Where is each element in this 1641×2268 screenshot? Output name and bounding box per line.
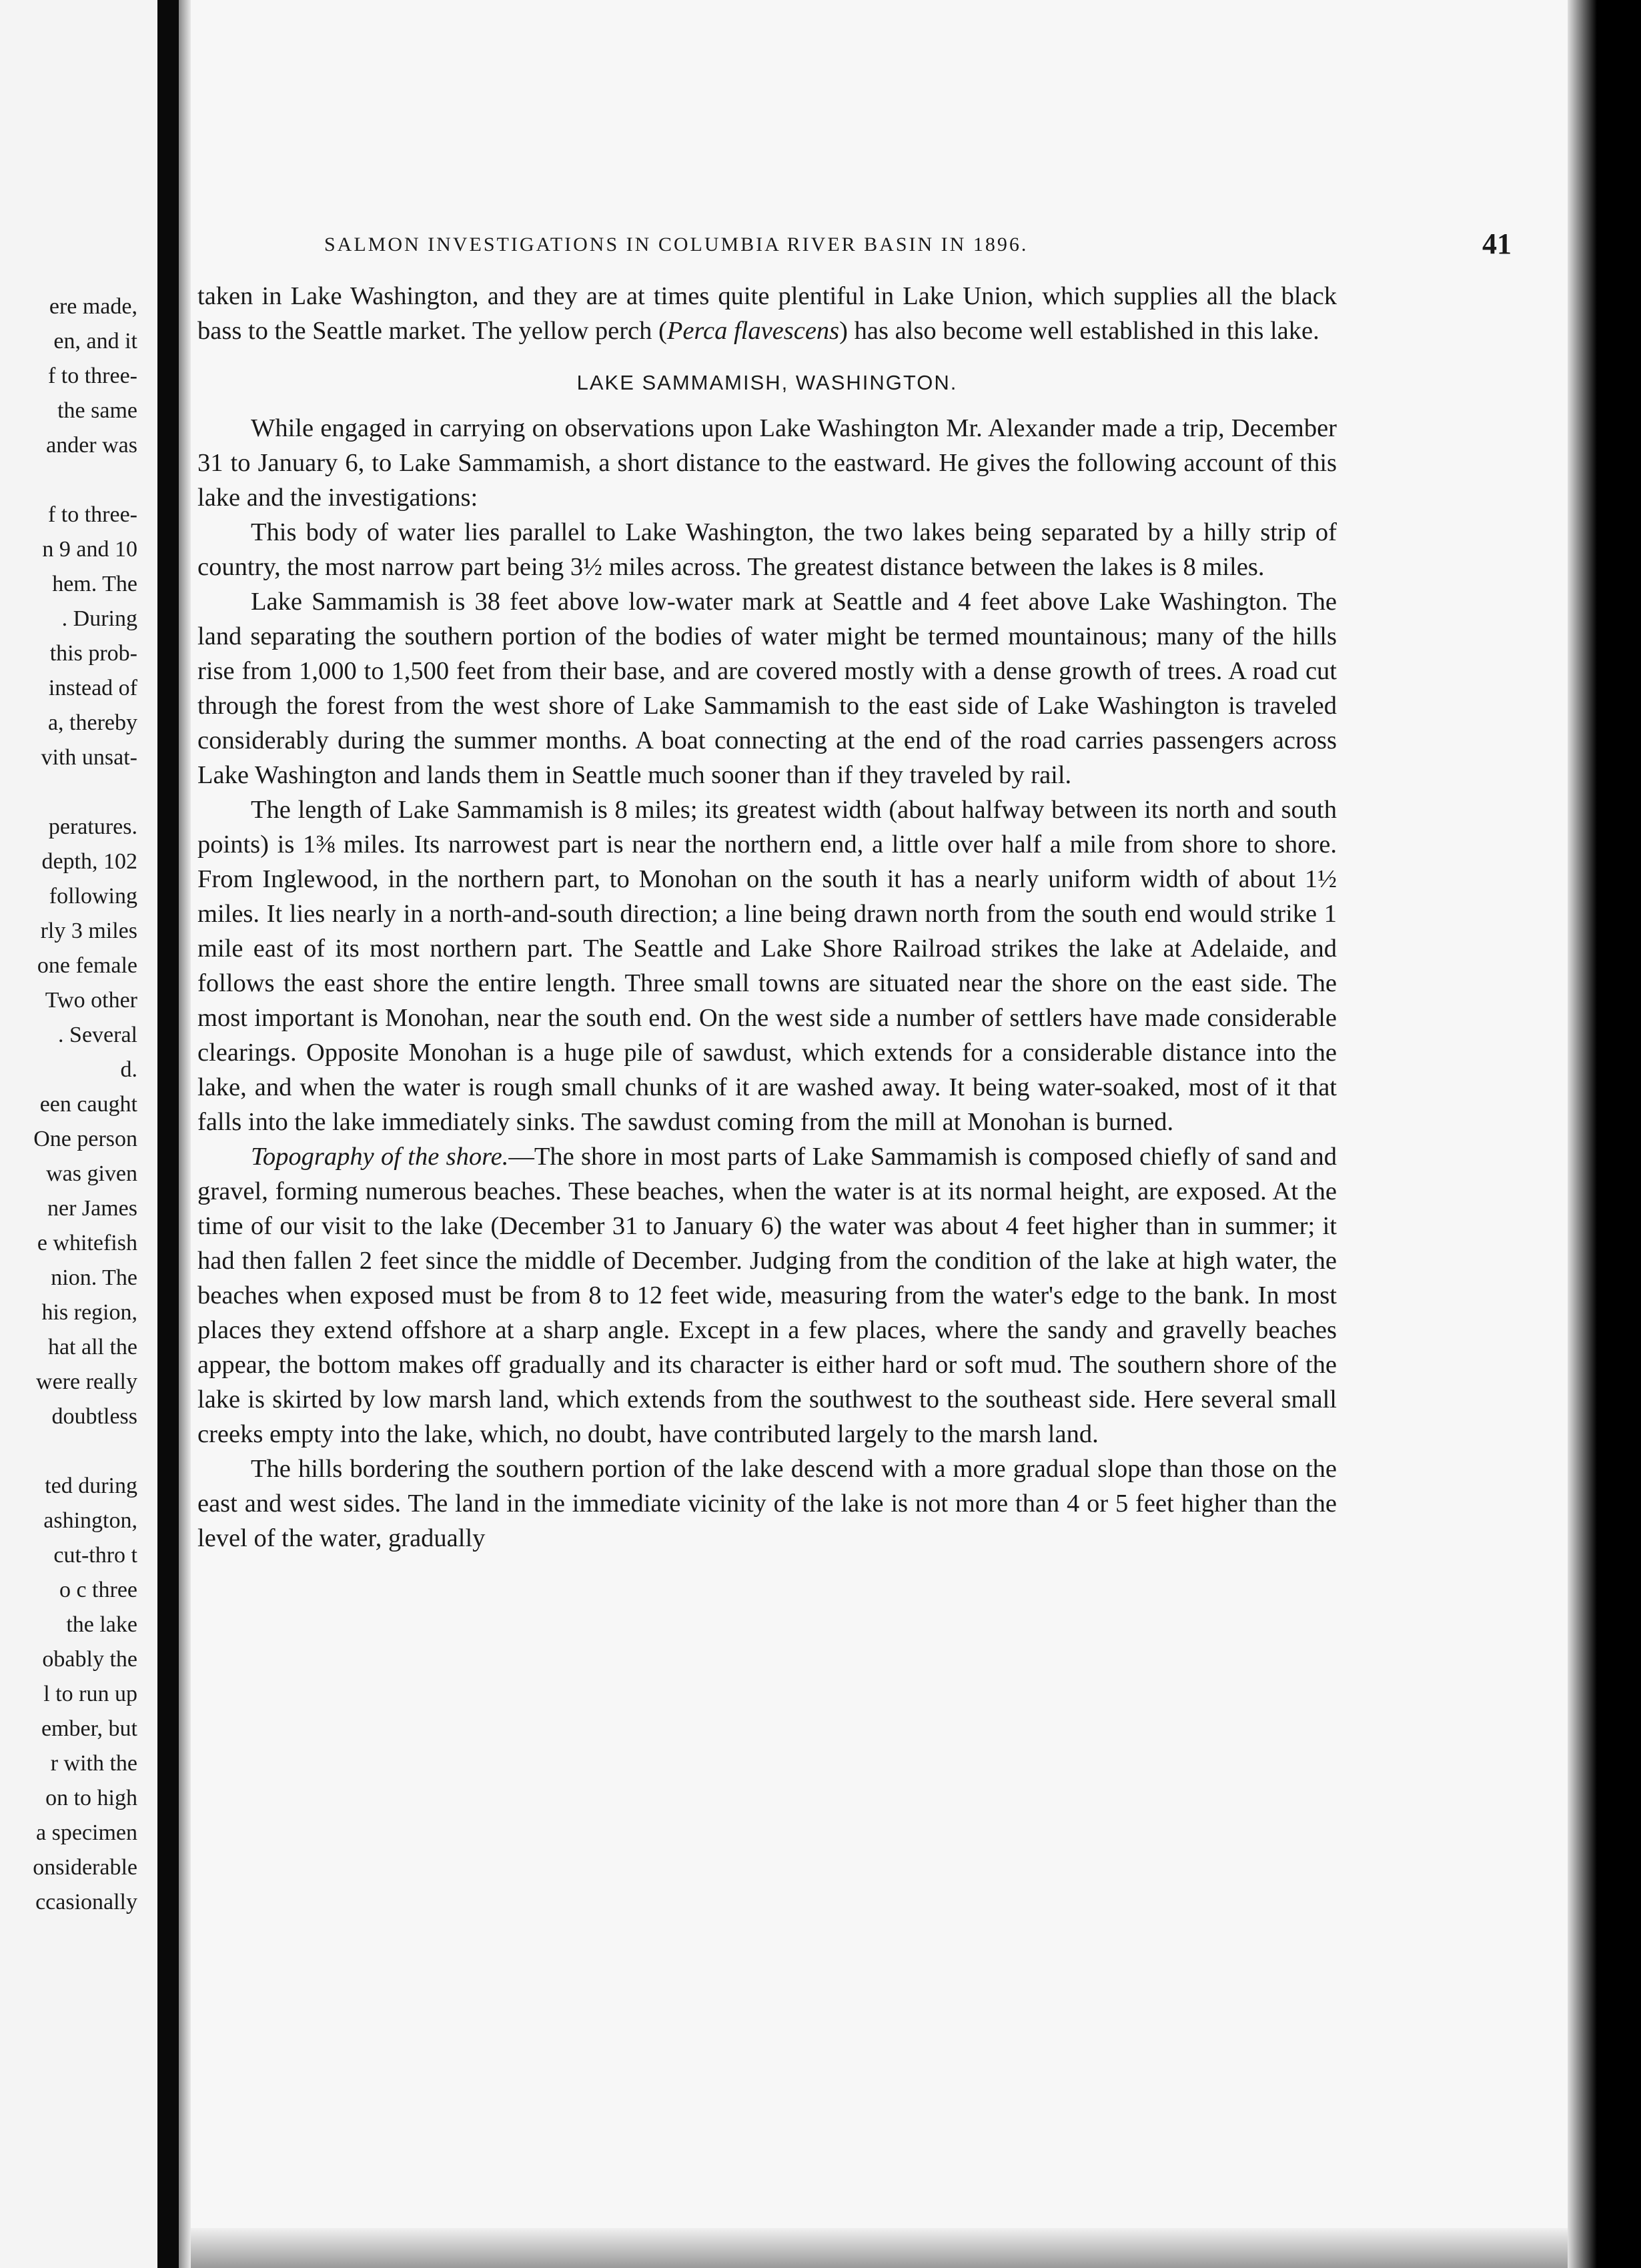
facing-page-line: . Several xyxy=(58,1023,137,1047)
facing-page-line: ner James xyxy=(47,1196,137,1221)
subsection-lead: Topography of the shore. xyxy=(251,1143,509,1171)
facing-page-line: peratures. xyxy=(48,814,137,839)
facing-page-line: a specimen xyxy=(36,1820,137,1845)
facing-page-line: ccasionally xyxy=(35,1890,137,1914)
text-run: taken in Lake Washington, and they are at times quite plentiful in Lake Union, which supplies all the black bass to the Seattle market. The yellow perch ( xyxy=(197,282,1337,345)
facing-page-line: depth, 102 xyxy=(41,849,137,874)
page-header xyxy=(324,227,1512,267)
facing-page-line: r with the xyxy=(50,1751,137,1776)
facing-page-line: ere made, xyxy=(49,294,137,319)
facing-page-line: the same xyxy=(57,398,137,423)
facing-page-line: obably the xyxy=(42,1647,137,1672)
facing-page-line: hem. The xyxy=(52,572,137,596)
italic-species-name: Perca flavescens xyxy=(666,317,840,345)
facing-page-line: a, thereby xyxy=(47,710,137,735)
text-run: —The shore in most parts of Lake Sammamish is composed chiefly of sand and gravel, forming numerous beaches. These beaches, when the water is at its normal height, are exposed. At the time of our visit to the lake (December 31 to January 6) the water was about 4 feet higher than in summer; it had then fallen 2 feet since the middle of December. Judging from the condition of the lake at high water, the beaches when exposed must be from 8 to 12 feet wide, measuring from the water's edge to the bank. In most places they extend offshore at a sharp angle. Except in a few places, where the sandy and gravelly beaches appear, the bottom makes off gradually and its character is either hard or soft mud. The southern shore of the lake is skirted by low marsh land, which extends from the southwest to the southeast side. Here several small creeks empty into the lake, which, no doubt, have contributed largely to the marsh land. xyxy=(197,1143,1337,1448)
facing-page-line: his region, xyxy=(41,1300,137,1325)
facing-page-line: one female xyxy=(37,953,137,978)
facing-page-line: nion. The xyxy=(51,1265,137,1290)
paragraph: Lake Sammamish is 38 feet above low-water mark at Seattle and 4 feet above Lake Washington. The land separating the southern portion of the bodies of water might be termed mountainous; many of the hills rise from 1,000 to 1,500 feet from their base, and are covered mostly with a dense growth of trees. A road cut through the forest from the west shore of Lake Sammamish to the east side of Lake Washington is traveled considerably during the summer months. A boat connecting at the end of the road carries passengers across Lake Washington and lands them in Seattle much sooner than if they traveled by rail. xyxy=(197,588,1337,789)
facing-page-line: Two other xyxy=(45,988,137,1013)
right-page-edge xyxy=(1568,0,1641,2268)
facing-page-line: ember, but xyxy=(41,1716,137,1741)
facing-page-line: ted during xyxy=(45,1474,137,1498)
paragraph: This body of water lies parallel to Lake Washington, the two lakes being separated by a hilly strip of country, the most narrow part being 3½ miles across. The greatest distance between the lakes is 8 miles. xyxy=(197,518,1337,581)
facing-page-line: f to three- xyxy=(47,502,137,527)
facing-page-line: following xyxy=(49,884,137,909)
facing-page-line: One person xyxy=(33,1127,137,1151)
facing-page-line: e whitefish xyxy=(37,1231,137,1255)
facing-page-line: hat all the xyxy=(47,1335,137,1359)
paragraph: While engaged in carrying on observations upon Lake Washington Mr. Alexander made a trip, December 31 to January 6, to Lake Sammamish, a short distance to the eastward. He gives the following account of this lake and the investigations: xyxy=(197,414,1337,512)
page-number: 41 xyxy=(1482,227,1512,260)
facing-page-line: on to high xyxy=(45,1786,137,1810)
facing-page-line: f to three- xyxy=(47,364,137,388)
facing-page-line: ashington, xyxy=(43,1508,137,1533)
facing-page-line: cut-thro t xyxy=(53,1543,137,1568)
facing-page-line: l to run up xyxy=(43,1682,137,1706)
paragraph: The hills bordering the southern portion of the lake descend with a more gradual slope than those on the east and west sides. The land in the immediate vicinity of the lake is not more than 4 or 5 feet higher than the level of the water, gradually xyxy=(197,1455,1337,1552)
facing-page-line: een caught xyxy=(39,1092,137,1117)
facing-page-line: was given xyxy=(46,1161,137,1186)
facing-page-line: rly 3 miles xyxy=(40,919,137,943)
gutter-shadow xyxy=(179,0,191,2268)
facing-page-line: d. xyxy=(120,1057,137,1082)
facing-page-line: vith unsat- xyxy=(41,745,137,770)
body-text xyxy=(197,279,1337,1556)
facing-page-line: this prob- xyxy=(49,641,137,666)
facing-page-line: doubtless xyxy=(51,1404,137,1429)
facing-page xyxy=(0,0,157,2268)
facing-page-line: . During xyxy=(61,606,137,631)
section-heading: LAKE SAMMAMISH, WASHINGTON. xyxy=(576,371,958,394)
facing-page-line: were really xyxy=(36,1369,137,1394)
paragraph: The length of Lake Sammamish is 8 miles; its greatest width (about halfway between its north and south points) is 1⅜ miles. Its narrowest part is near the northern end, a little over half a mile from shore to shore. From Inglewood, in the northern part, to Monohan on the south it has a nearly uniform width of about 1½ miles. It lies nearly in a north-and-south direction; a line being drawn north from the south end would strike 1 mile east of its most northern part. The Seattle and Lake Shore Railroad strikes the lake at Adelaide, and follows the east shore the entire length. Three small towns are situated near the shore on the east side. The most important is Monohan, near the south end. On the west side a number of settlers have made considerable clearings. Opposite Monohan is a huge pile of sawdust, which extends for a considerable distance into the lake, and when the water is rough small chunks of it are washed away. It being water-soaked, most of it that falls into the lake immediately sinks. The sawdust coming from the mill at Monohan is burned. xyxy=(197,796,1337,1136)
book-gutter xyxy=(157,0,179,2268)
facing-page-line: o c three xyxy=(59,1578,137,1602)
paragraph-continuation xyxy=(197,279,1337,348)
page xyxy=(191,0,1568,2228)
paragraph xyxy=(197,1139,1337,1452)
bottom-page-edge xyxy=(191,2228,1568,2268)
facing-page-line: n 9 and 10 xyxy=(42,537,137,562)
facing-page-line: onsiderable xyxy=(33,1855,137,1880)
facing-page-line: en, and it xyxy=(53,329,137,354)
facing-page-line: instead of xyxy=(48,676,137,700)
facing-page-line: the lake xyxy=(66,1612,137,1637)
facing-page-line: ander was xyxy=(46,433,137,458)
text-run: ) has also become well established in this lake. xyxy=(839,317,1319,345)
running-head: SALMON INVESTIGATIONS IN COLUMBIA RIVER BASIN IN 1896. xyxy=(324,233,1029,255)
